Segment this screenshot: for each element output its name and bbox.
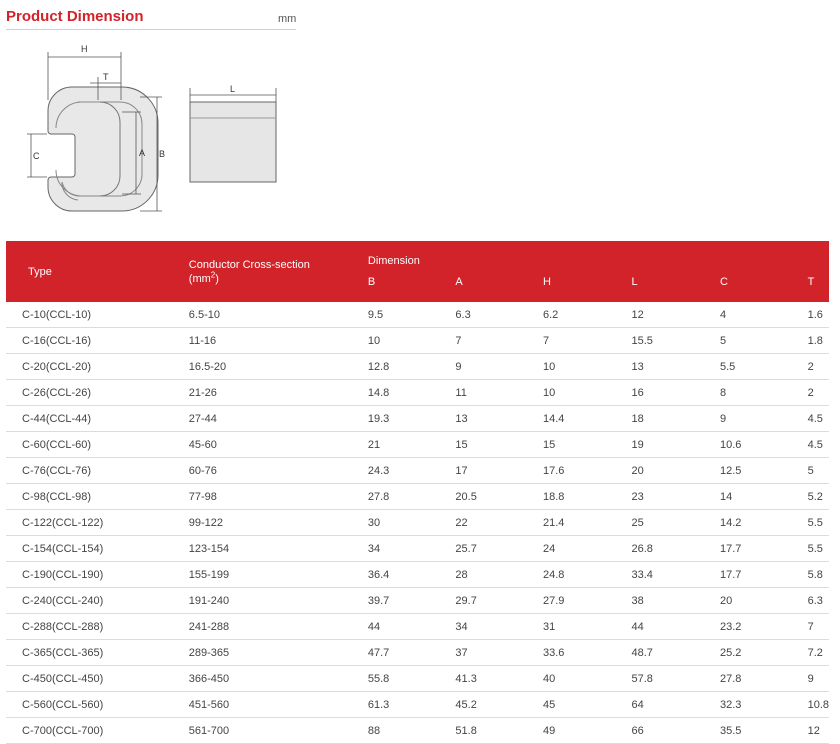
- cell-a: 11: [451, 380, 539, 406]
- column-header-h: H: [539, 271, 628, 302]
- cell-conductor: 6.5-10: [185, 302, 364, 328]
- table-row: [6, 666, 829, 692]
- cell-t: 5.5: [804, 536, 829, 562]
- cell-b: 12.8: [364, 354, 452, 380]
- cell-b: 27.8: [364, 484, 452, 510]
- cell-t: 2: [804, 354, 829, 380]
- table-row: [6, 510, 829, 536]
- cell-a: 9: [451, 354, 539, 380]
- cell-b: 10: [364, 328, 452, 354]
- cell-l: 23: [627, 484, 716, 510]
- cell-t: 4.5: [804, 432, 829, 458]
- cell-h: 33.6: [539, 640, 628, 666]
- cell-conductor: 21-26: [185, 380, 364, 406]
- cell-c: 10.6: [716, 432, 804, 458]
- cell-b: 34: [364, 536, 452, 562]
- column-group-dimension: Dimension: [364, 241, 829, 271]
- table-row: [6, 692, 829, 718]
- cell-t: 12: [804, 718, 829, 744]
- cell-a: 17: [451, 458, 539, 484]
- cell-t: 10.8: [804, 692, 829, 718]
- cell-c: 14: [716, 484, 804, 510]
- cell-l: 19: [627, 432, 716, 458]
- cell-t: 5: [804, 458, 829, 484]
- cell-type: C-240(CCL-240): [6, 588, 185, 614]
- cell-h: 31: [539, 614, 628, 640]
- cell-l: 16: [627, 380, 716, 406]
- cell-type: C-98(CCL-98): [6, 484, 185, 510]
- table-row: [6, 536, 829, 562]
- product-dimension-diagram: [0, 30, 300, 235]
- table-row: [6, 614, 829, 640]
- cell-conductor: 241-288: [185, 614, 364, 640]
- cell-l: 48.7: [627, 640, 716, 666]
- cell-a: 29.7: [451, 588, 539, 614]
- dim-label-t: T: [103, 72, 109, 82]
- cell-h: 6.2: [539, 302, 628, 328]
- cell-conductor: 123-154: [185, 536, 364, 562]
- cell-h: 40: [539, 666, 628, 692]
- table-row: [6, 302, 829, 328]
- table-row: [6, 718, 829, 744]
- column-header-t: T: [804, 271, 829, 302]
- cell-c: 5: [716, 328, 804, 354]
- cell-h: 10: [539, 380, 628, 406]
- cell-type: C-700(CCL-700): [6, 718, 185, 744]
- cell-h: 45: [539, 692, 628, 718]
- cell-t: 7: [804, 614, 829, 640]
- cell-c: 4: [716, 302, 804, 328]
- dim-label-h: H: [81, 44, 88, 54]
- cell-l: 33.4: [627, 562, 716, 588]
- cell-a: 37: [451, 640, 539, 666]
- cell-l: 12: [627, 302, 716, 328]
- cell-b: 61.3: [364, 692, 452, 718]
- cell-l: 64: [627, 692, 716, 718]
- cell-conductor: 16.5-20: [185, 354, 364, 380]
- cell-a: 28: [451, 562, 539, 588]
- table-row: [6, 562, 829, 588]
- column-header-conductor: Conductor Cross-section $(mm^2)$: [185, 241, 364, 302]
- cell-c: 35.5: [716, 718, 804, 744]
- dimension-table: [6, 241, 829, 744]
- table-row: [6, 354, 829, 380]
- cell-conductor: 366-450: [185, 666, 364, 692]
- cell-conductor: 561-700: [185, 718, 364, 744]
- cell-t: 1.8: [804, 328, 829, 354]
- table-row: [6, 588, 829, 614]
- cell-conductor: 11-16: [185, 328, 364, 354]
- table-row: [6, 484, 829, 510]
- column-header-a: A: [451, 271, 539, 302]
- cell-l: 25: [627, 510, 716, 536]
- cell-conductor: 451-560: [185, 692, 364, 718]
- cell-t: 5.2: [804, 484, 829, 510]
- cell-conductor: 60-76: [185, 458, 364, 484]
- table-row: [6, 380, 829, 406]
- unit-label: mm: [278, 13, 297, 25]
- cell-h: 21.4: [539, 510, 628, 536]
- cell-c: 14.2: [716, 510, 804, 536]
- cell-a: 34: [451, 614, 539, 640]
- cell-type: C-60(CCL-60): [6, 432, 185, 458]
- cell-l: 38: [627, 588, 716, 614]
- cell-b: 24.3: [364, 458, 452, 484]
- cell-a: 20.5: [451, 484, 539, 510]
- cell-t: 1.6: [804, 302, 829, 328]
- cell-a: 45.2: [451, 692, 539, 718]
- cell-l: 44: [627, 614, 716, 640]
- cell-c: 20: [716, 588, 804, 614]
- cell-c: 12.5: [716, 458, 804, 484]
- cell-type: C-44(CCL-44): [6, 406, 185, 432]
- cell-l: 13: [627, 354, 716, 380]
- cell-h: 10: [539, 354, 628, 380]
- cell-type: C-10(CCL-10): [6, 302, 185, 328]
- cell-t: 2: [804, 380, 829, 406]
- column-header-type: Type: [6, 241, 185, 302]
- cell-a: 25.7: [451, 536, 539, 562]
- cell-t: 6.3: [804, 588, 829, 614]
- cell-a: 13: [451, 406, 539, 432]
- cell-type: C-20(CCL-20): [6, 354, 185, 380]
- cell-h: 18.8: [539, 484, 628, 510]
- cell-b: 21: [364, 432, 452, 458]
- table-row: [6, 432, 829, 458]
- column-header-b: B: [364, 271, 452, 302]
- column-header-c: C: [716, 271, 804, 302]
- cell-b: 9.5: [364, 302, 452, 328]
- cell-a: 51.8: [451, 718, 539, 744]
- cell-h: 24.8: [539, 562, 628, 588]
- cell-b: 44: [364, 614, 452, 640]
- cell-type: C-365(CCL-365): [6, 640, 185, 666]
- cell-b: 36.4: [364, 562, 452, 588]
- cell-c: 9: [716, 406, 804, 432]
- cell-conductor: 99-122: [185, 510, 364, 536]
- cell-b: 47.7: [364, 640, 452, 666]
- table-body: [6, 302, 829, 744]
- cell-c: 25.2: [716, 640, 804, 666]
- cell-b: 55.8: [364, 666, 452, 692]
- cell-c: 23.2: [716, 614, 804, 640]
- cell-b: 14.8: [364, 380, 452, 406]
- table-row: [6, 640, 829, 666]
- table-row: [6, 406, 829, 432]
- cell-l: 20: [627, 458, 716, 484]
- cell-b: 39.7: [364, 588, 452, 614]
- dim-label-l: L: [230, 84, 236, 94]
- cell-type: C-450(CCL-450): [6, 666, 185, 692]
- dim-label-c: C: [33, 151, 40, 161]
- cell-h: 27.9: [539, 588, 628, 614]
- cell-conductor: 155-199: [185, 562, 364, 588]
- cell-l: 57.8: [627, 666, 716, 692]
- c-clamp-front-view: [190, 102, 276, 182]
- cell-b: 19.3: [364, 406, 452, 432]
- cell-type: C-190(CCL-190): [6, 562, 185, 588]
- cell-type: C-26(CCL-26): [6, 380, 185, 406]
- cell-conductor: 45-60: [185, 432, 364, 458]
- cell-type: C-122(CCL-122): [6, 510, 185, 536]
- dim-label-b: B: [159, 149, 166, 159]
- cell-conductor: 27-44: [185, 406, 364, 432]
- cell-b: 30: [364, 510, 452, 536]
- cell-c: 5.5: [716, 354, 804, 380]
- cell-type: C-16(CCL-16): [6, 328, 185, 354]
- cell-t: 7.2: [804, 640, 829, 666]
- cell-conductor: 289-365: [185, 640, 364, 666]
- cell-a: 22: [451, 510, 539, 536]
- cell-l: 26.8: [627, 536, 716, 562]
- cell-c: 17.7: [716, 536, 804, 562]
- column-header-l: L: [627, 271, 716, 302]
- table-row: [6, 328, 829, 354]
- cell-t: 5.8: [804, 562, 829, 588]
- cell-a: 6.3: [451, 302, 539, 328]
- cell-a: 15: [451, 432, 539, 458]
- cell-h: 49: [539, 718, 628, 744]
- cell-c: 8: [716, 380, 804, 406]
- dim-label-a: A: [139, 148, 146, 158]
- cell-h: 14.4: [539, 406, 628, 432]
- cell-conductor: 77-98: [185, 484, 364, 510]
- cell-a: 41.3: [451, 666, 539, 692]
- page-title: Product Dimension: [6, 8, 144, 25]
- cell-a: 7: [451, 328, 539, 354]
- cell-t: 5.5: [804, 510, 829, 536]
- cell-type: C-154(CCL-154): [6, 536, 185, 562]
- cell-h: 17.6: [539, 458, 628, 484]
- cell-b: 88: [364, 718, 452, 744]
- cell-c: 32.3: [716, 692, 804, 718]
- cell-l: 66: [627, 718, 716, 744]
- table-row: [6, 458, 829, 484]
- cell-l: 15.5: [627, 328, 716, 354]
- cell-type: C-560(CCL-560): [6, 692, 185, 718]
- cell-h: 24: [539, 536, 628, 562]
- cell-h: 7: [539, 328, 628, 354]
- cell-type: C-288(CCL-288): [6, 614, 185, 640]
- cell-t: 9: [804, 666, 829, 692]
- cell-c: 17.7: [716, 562, 804, 588]
- cell-t: 4.5: [804, 406, 829, 432]
- cell-type: C-76(CCL-76): [6, 458, 185, 484]
- cell-c: 27.8: [716, 666, 804, 692]
- cell-conductor: 191-240: [185, 588, 364, 614]
- cell-h: 15: [539, 432, 628, 458]
- cell-l: 18: [627, 406, 716, 432]
